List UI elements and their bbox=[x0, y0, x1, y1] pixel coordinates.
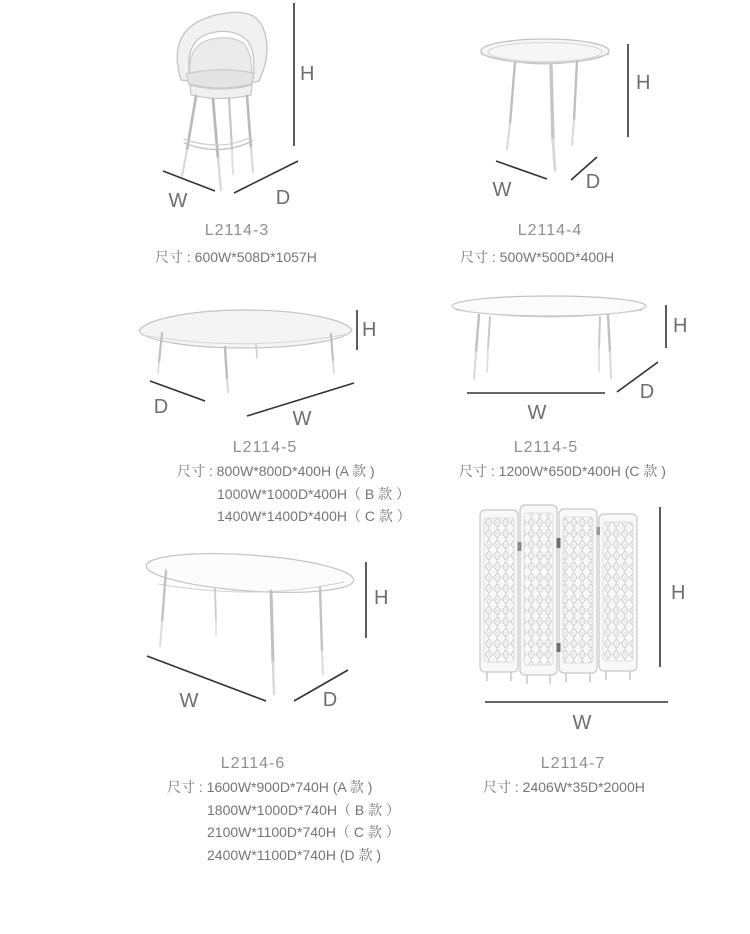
oval-coffee-table-sketch bbox=[452, 296, 646, 379]
width-label: W bbox=[168, 190, 188, 212]
height-label: H bbox=[636, 72, 651, 94]
depth-label: D bbox=[275, 187, 291, 209]
product-title: L2114-4 bbox=[517, 222, 583, 239]
product-title: L2114-7 bbox=[540, 755, 606, 772]
height-label: H bbox=[300, 63, 315, 85]
spec-dimensions: 1200W*650D*400H (C 款 ) bbox=[498, 463, 666, 479]
width-label: W bbox=[292, 408, 312, 430]
product-spec bbox=[167, 776, 400, 866]
spec-line bbox=[459, 460, 666, 483]
spec-dimensions: 800W*800D*400H (A 款 ) bbox=[216, 463, 375, 479]
depth-label: D bbox=[639, 381, 655, 403]
spec-line: 2400W*1100D*740H (D 款 ) bbox=[207, 846, 382, 863]
spec-line bbox=[460, 246, 614, 269]
width-dimension-line bbox=[496, 161, 547, 179]
height-label: H bbox=[362, 319, 377, 341]
product-title: L2114-6 bbox=[220, 755, 286, 772]
oval-coffee-table-dimensions bbox=[467, 305, 666, 393]
height-label: H bbox=[673, 315, 688, 337]
product-title: L2114-5 bbox=[232, 439, 298, 456]
hinge bbox=[557, 643, 561, 652]
product-spec bbox=[177, 460, 411, 528]
depth-label: D bbox=[585, 171, 601, 193]
spec-prefix: 尺寸 : bbox=[155, 249, 195, 265]
width-label: W bbox=[179, 690, 199, 712]
hinge bbox=[597, 527, 601, 535]
depth-label: D bbox=[322, 689, 338, 711]
spec-prefix: 尺寸 : bbox=[167, 779, 207, 795]
spec-line: 1800W*1000D*740H（ B 款 ） bbox=[207, 801, 400, 818]
spec-line: 1000W*1000D*400H（ B 款 ） bbox=[217, 485, 410, 502]
spec-line bbox=[155, 246, 317, 269]
product-spec bbox=[460, 246, 614, 269]
depth-dimension-line bbox=[294, 670, 348, 701]
spec-dimensions: 600W*508D*1057H bbox=[194, 249, 317, 265]
spec-dimensions: 1600W*900D*740H (A 款 ) bbox=[206, 779, 373, 795]
spec-prefix: 尺寸 : bbox=[459, 463, 499, 479]
width-label: W bbox=[527, 402, 547, 424]
product-title: L2114-5 bbox=[513, 439, 579, 456]
spec-dimensions: 500W*500D*400H bbox=[499, 249, 615, 265]
spec-line bbox=[177, 460, 411, 483]
spec-dimensions: 2406W*35D*2000H bbox=[522, 779, 645, 795]
height-label: H bbox=[671, 582, 686, 604]
folding-screen-sketch bbox=[480, 505, 637, 684]
product-title: L2114-3 bbox=[204, 222, 270, 239]
hinge bbox=[557, 538, 561, 548]
product-spec bbox=[483, 776, 645, 799]
hinge bbox=[518, 542, 522, 551]
spec-prefix: 尺寸 : bbox=[177, 463, 217, 479]
width-label: W bbox=[492, 179, 512, 201]
width-dimension-line bbox=[163, 171, 215, 191]
round-side-table-sketch bbox=[481, 39, 609, 170]
width-dimension-line bbox=[147, 656, 266, 701]
product-spec bbox=[459, 460, 666, 483]
spec-prefix: 尺寸 : bbox=[460, 249, 500, 265]
height-label: H bbox=[374, 587, 389, 609]
bar-stool-sketch bbox=[177, 12, 267, 190]
product-spec bbox=[155, 246, 317, 269]
spec-line: 2100W*1100D*740H（ C 款 ） bbox=[207, 824, 400, 840]
spec-line bbox=[483, 776, 645, 799]
width-label: W bbox=[572, 712, 592, 734]
square-coffee-table-sketch bbox=[139, 310, 352, 392]
depth-label: D bbox=[153, 396, 169, 418]
spec-line bbox=[167, 776, 400, 799]
spec-line: 1400W*1400D*400H（ C 款 ） bbox=[217, 508, 411, 524]
oval-dining-table-sketch bbox=[145, 548, 355, 694]
spec-prefix: 尺寸 : bbox=[483, 779, 523, 795]
